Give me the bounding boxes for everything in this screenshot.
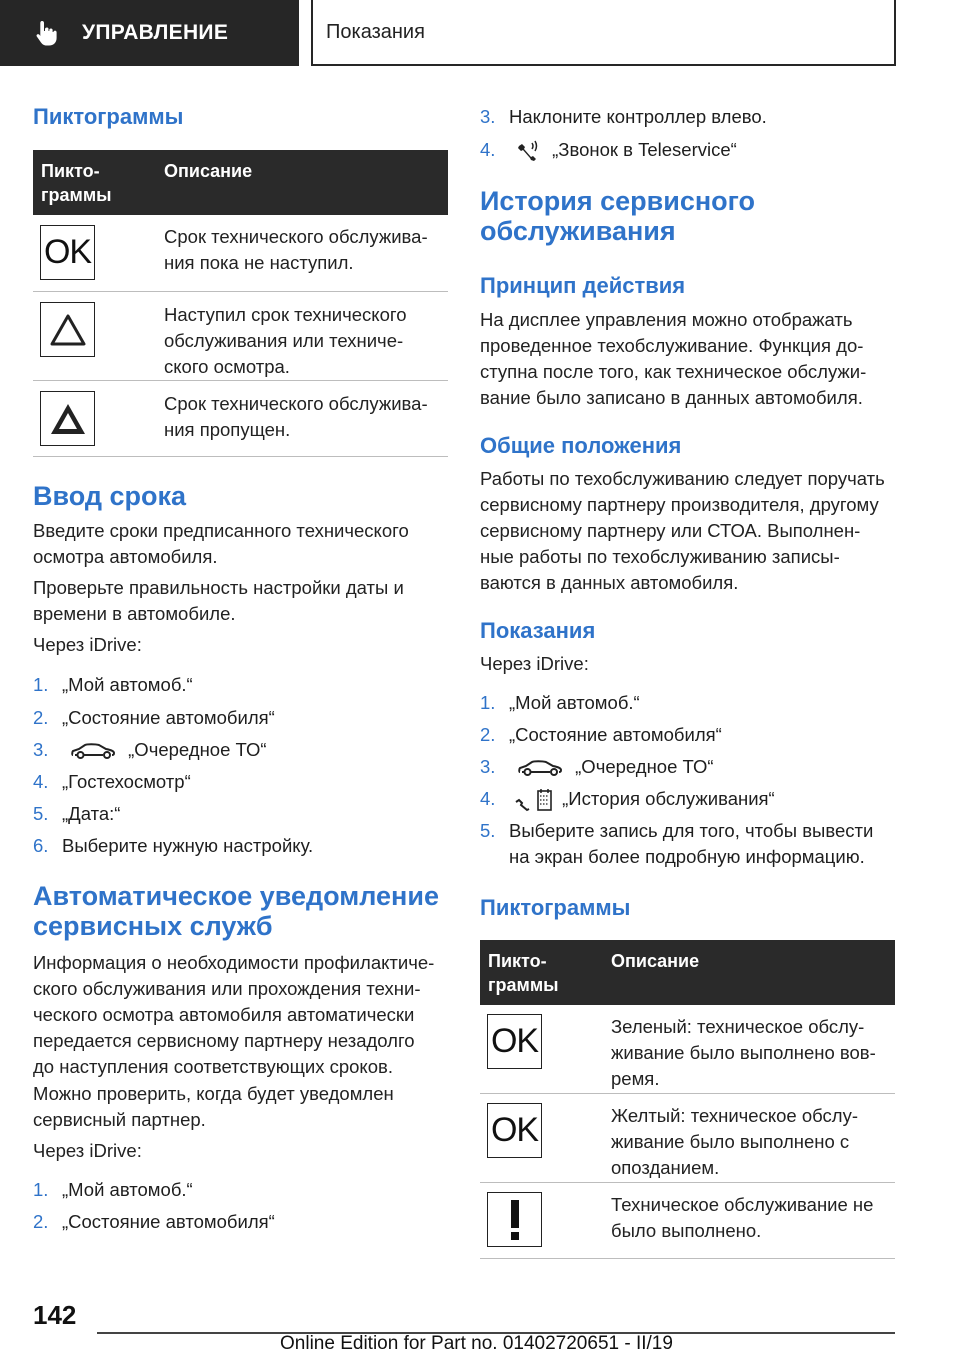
ok-icon [487,1103,542,1158]
warning-triangle-filled-icon [40,391,95,446]
pictograms-heading-right: Пиктограммы [480,895,631,920]
list-item: 3. „Очередное ТО“ [33,739,267,760]
list-item: 4. „История обслуживания“ [480,786,775,812]
list-item: 3. Наклоните контроллер влево. [480,106,767,127]
warning-triangle-icon [40,302,95,357]
hand-pointer-icon [34,19,60,47]
date-heading: Ввод срока [33,481,187,511]
list-item: 2. „Состояние автомобиля“ [33,707,275,728]
date-paragraph-2: Проверьте правильность настройки даты и времени в автомобиле. [33,577,404,624]
list-item: 1. „Мой автомоб.“ [480,692,640,713]
row-description: Техническое обслуживание не было выполнено. [611,1194,874,1241]
list-item: 6. Выберите нужную настройку. [33,835,314,856]
list-item: 2. „Состояние автомобиля“ [480,724,722,745]
list-item: 5. „Дата:“ [33,803,121,824]
ok-icon-label: OK [490,1111,539,1149]
row-description: Срок технического обслужива- ния пропущен. [164,393,428,440]
ok-icon [487,1014,542,1069]
auto-notice-heading: Автоматическое уведомление сервисных служб [33,881,439,941]
exclamation-icon [487,1192,542,1247]
column-header-description: Описание [611,951,700,971]
page-tab [311,0,896,66]
list-item: 1. „Мой автомоб.“ [33,1179,193,1200]
column-header-pictograms: Пикто- граммы [41,161,112,205]
teleservice-wrench-icon [516,140,542,162]
column-header-pictograms: Пикто- граммы [488,951,559,995]
service-history-icon [514,788,554,812]
column-header-description: Описание [164,161,253,181]
page-subtitle: Показания [326,20,425,43]
table-row [480,1005,895,1094]
principle-paragraph: На дисплее управления можно отображать проведенное техобслуживание. Функция до- ступна после того, как техническое обслужи- вание было записано в данных автомобиля. [480,309,867,408]
row-description: Срок технического обслужива- ния пока не наступил. [164,226,428,273]
row-description: Желтый: техническое обслу- живание было выполнено с опозданием. [611,1105,858,1178]
via-idrive-3: Через iDrive: [480,653,589,674]
list-item: 3. „Очередное ТО“ [480,756,714,777]
table-row [480,1094,895,1183]
principle-heading: Принцип действия [480,273,686,298]
ok-icon [40,225,95,280]
table-row [33,215,448,292]
ok-icon-label: OK [490,1022,539,1060]
table-header [33,150,448,215]
edition-note: Online Edition for Part no. 01402720651 - II/19 [280,1333,673,1354]
general-heading: Общие положения [480,433,682,458]
table-header [480,940,895,1005]
car-icon [70,742,116,760]
general-paragraph: Работы по техобслуживанию следует поручать сервисному партнеру производителя, другому сервисному партнеру или СТОА. Выполнен- ные работы по техобслуживанию записы- ваются в данных автомобиля. [480,468,885,593]
list-item: 1. „Мой автомоб.“ [33,674,193,695]
section-header [0,0,299,66]
list-item: 2. „Состояние автомобиля“ [33,1211,275,1232]
list-item: 5. Выберите запись для того, чтобы вывести [480,820,874,841]
list-item: 4. „Гостехосмотр“ [33,771,191,792]
ok-icon-label: OK [43,233,92,271]
table-row [33,381,448,457]
section-title: УПРАВЛЕНИЕ [82,21,229,44]
row-description: Наступил срок технического обслуживания или техниче- ского осмотра. [164,304,407,377]
pictograms-heading-left: Пиктограммы [33,104,184,129]
pictogram-table-left [33,150,448,457]
table-row [480,1183,895,1259]
auto-notice-paragraph-1: Информация о необходимости профилактиче- ского обслуживания или прохождения техни- ческого осмотра автомобиля автоматически передается сервисному партнеру незадолго до наступления соответствующих сроков. [33,952,435,1077]
row-description: Зеленый: техническое обслу- живание было выполнено вов- ремя. [611,1016,876,1089]
car-icon [517,759,563,777]
service-history-heading: История сервисного обслуживания [480,186,756,246]
date-paragraph-1: Введите сроки предписанного технического осмотра автомобиля. [33,520,409,567]
list-item-continuation: на экран более подробную информацию. [509,846,865,867]
table-row [33,292,448,381]
page-number: 142 [33,1300,77,1330]
auto-notice-paragraph-2: Можно проверить, когда будет уведомлен сервисный партнер. [33,1083,394,1130]
list-item: 4. „Звонок в Teleservice“ [480,137,737,163]
pictogram-table-right [480,940,895,1259]
via-idrive-2: Через iDrive: [33,1140,142,1161]
display-heading: Показания [480,618,596,643]
via-idrive-1: Через iDrive: [33,634,142,655]
